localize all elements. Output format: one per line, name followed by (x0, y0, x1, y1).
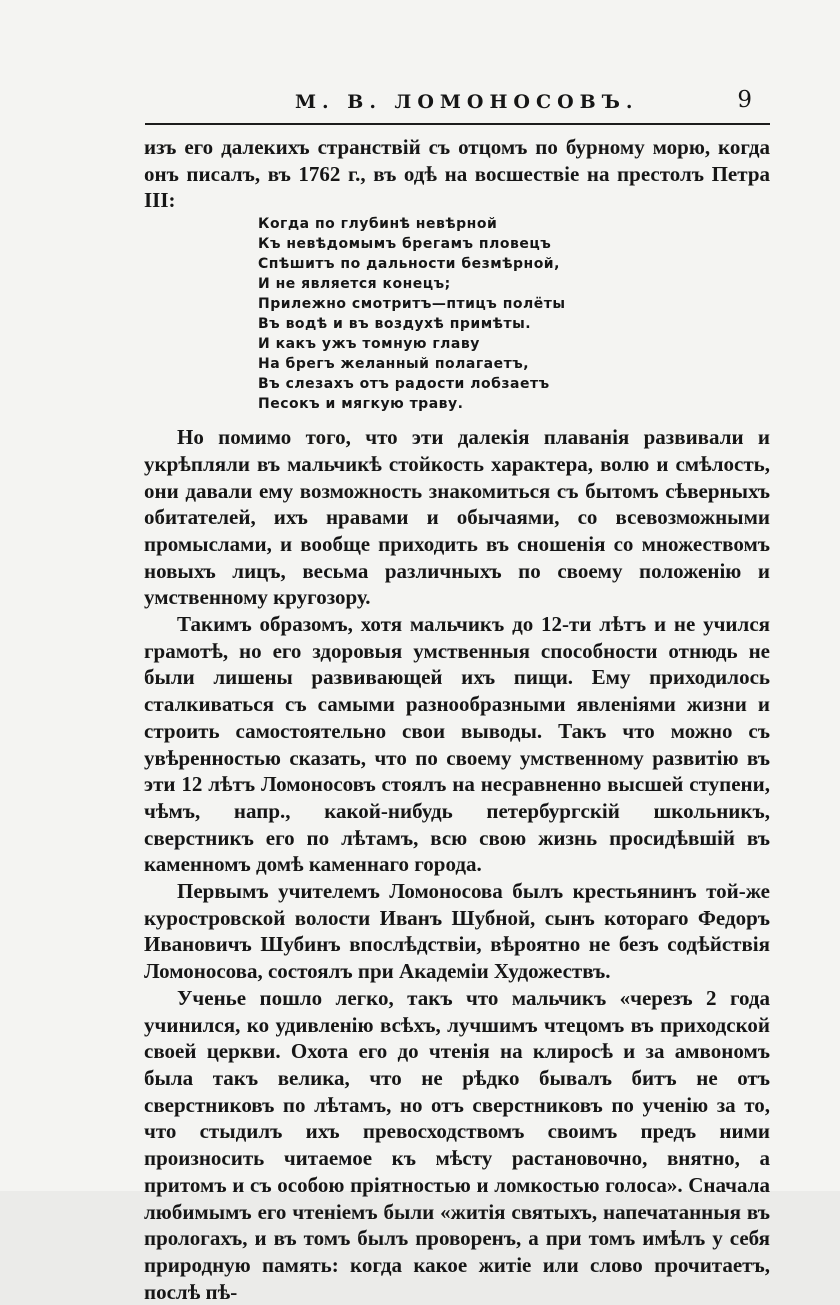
body-paragraph: Такимъ образомъ, хотя мальчикъ до 12-ти лѣтъ и не учился грамотѣ, но его здоровыя умственныя способности отнюдь не были лишены развивающей ихъ пищи. Ему приходилось сталкиваться съ самыми разнообразными явленіями жизни и строить самостоятельно свои выводы. Такъ что можно съ увѣренностью сказать, что по своему умственному развитію въ эти 12 лѣтъ Ломоносовъ стоялъ на несравненно высшей ступени, чѣмъ, напр., какой-нибудь петербургскій школьникъ, сверстникъ его по лѣтамъ, всю свою жизнь просидѣвшій въ каменномъ домѣ каменнаго города. (144, 612, 770, 877)
page-number: 9 (737, 87, 752, 113)
page-header (145, 87, 770, 125)
running-head: М. В. ЛОМОНОСОВЪ. (295, 91, 639, 113)
body-paragraph: Но помимо того, что эти далекія плаванія развивали и укрѣпляли въ мальчикѣ стойкость характера, волю и смѣлость, они давали ему возможность знакомиться съ бытомъ сѣверныхъ обитателей, ихъ нравами и обычаями, со всевозможными промыслами, и вообще приходить въ сношенія со множествомъ новыхъ лицъ, весьма различныхъ по своему положенію и умственному кругозору. (144, 425, 770, 610)
poem-line: И не является конецъ; (258, 276, 451, 293)
poem-line: Въ водѣ и въ воздухѣ примѣты. (258, 316, 532, 333)
poem-line: Прилежно смотритъ—птицъ полёты (258, 296, 566, 313)
poem-line: Къ невѣдомымъ брегамъ пловецъ (258, 236, 552, 253)
poem-line: На брегъ желанный полагаетъ, (258, 356, 530, 373)
poem-line: И какъ ужъ томную главу (258, 336, 480, 353)
poem-line: Когда по глубинѣ невѣрной (258, 216, 498, 233)
intro-paragraph: изъ его далекихъ странствій съ отцомъ по бурному морю, когда онъ писалъ, въ 1762 г., въ одѣ на восшествіе на престолъ Петра III: (144, 135, 770, 213)
poem-quote (258, 214, 770, 414)
poem-line: Спѣшитъ по дальности безмѣрной, (258, 256, 560, 273)
body-paragraph: Первымъ учителемъ Ломоносова былъ крестьянинъ той-же куростровской волости Иванъ Шубной, сынъ котораго Федоръ Ивановичъ Шубинъ впослѣдствіи, вѣроятно не безъ содѣйствія Ломоносова, состоялъ при Академіи Художествъ. (144, 879, 770, 984)
poem-line: Въ слезахъ отъ радости лобзаетъ (258, 376, 550, 393)
body-paragraph: Ученье пошло легко, такъ что мальчикъ «черезъ 2 года учинился, ко удивленію всѣхъ, лучшимъ чтецомъ въ приходской своей церкви. Охота его до чтенія на клиросѣ и за амвономъ была такъ велика, что не рѣдко бывалъ битъ не отъ сверстниковъ по лѣтамъ, но отъ сверстниковъ по ученію за то, что стыдилъ ихъ превосходствомъ своимъ предъ ними произносить читаемое къ мѣсту растановочно, внятно, а притомъ и съ особою пріятностью и ломкостью голоса». Сначала любимымъ его чтеніемъ были «житія святыхъ, напечатанныя въ прологахъ, и въ томъ былъ проворенъ, а при томъ имѣлъ у себя природную память: когда какое житіе или слово прочитаетъ, послѣ пѣ- (144, 985, 770, 1304)
poem-line: Песокъ и мягкую траву. (258, 396, 464, 413)
page-body (144, 134, 770, 1305)
